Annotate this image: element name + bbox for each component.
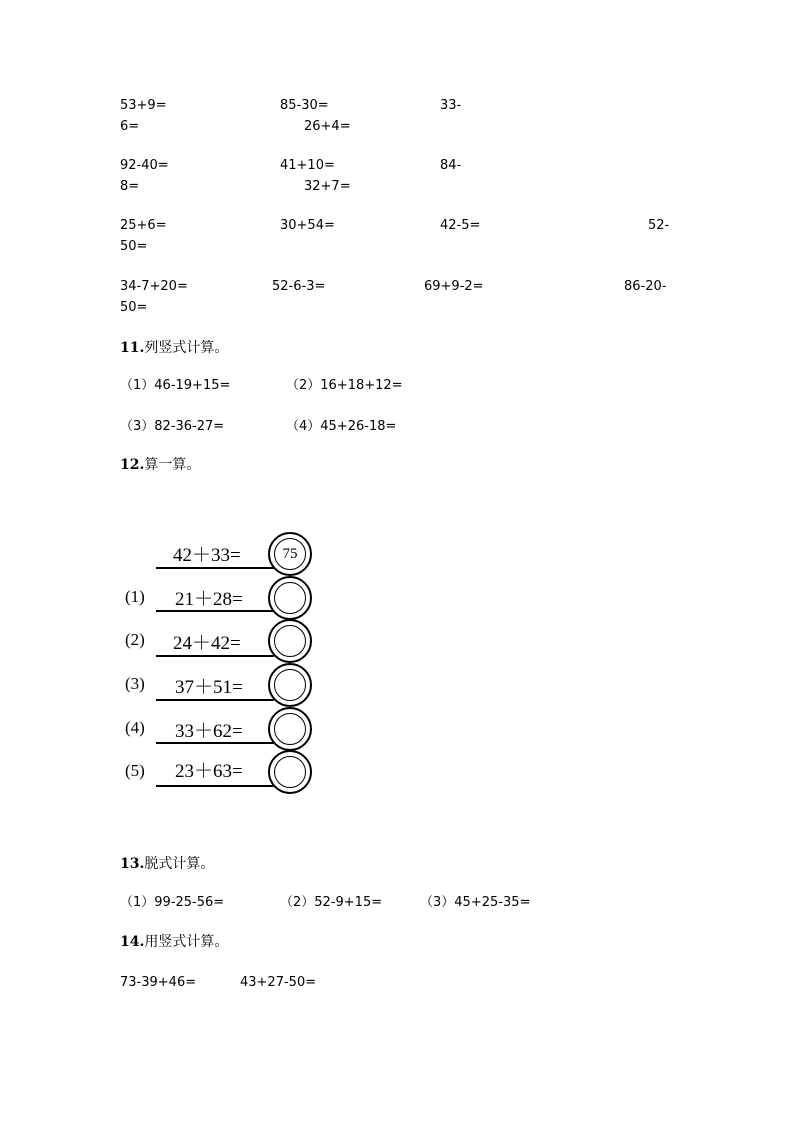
- problem-text: 43+27-50=: [240, 975, 317, 990]
- expression: 33＋62=: [175, 721, 243, 742]
- problem-text: 33-: [440, 98, 462, 113]
- problem-text: （3）82-36-27=: [120, 419, 225, 434]
- problem-text: 32+7=: [304, 179, 351, 194]
- answer-line: [156, 699, 274, 701]
- problem-text: 26+4=: [304, 119, 351, 134]
- problem-text: （1）46-19+15=: [120, 378, 231, 393]
- expression: 42＋33=: [173, 545, 241, 566]
- question-11-heading: 11.列竖式计算。: [120, 340, 229, 356]
- problem-text: 34-7+20=: [120, 279, 188, 294]
- problem-text: 69+9-2=: [424, 279, 484, 294]
- expression: 37＋51=: [175, 677, 243, 698]
- answer-value: 75: [274, 538, 306, 570]
- answer-blank: [274, 582, 306, 614]
- problem-text: 8=: [120, 179, 140, 194]
- problem-text: 50=: [120, 300, 148, 315]
- answer-line: [156, 567, 274, 569]
- item-label: (1): [125, 587, 145, 606]
- question-13-heading: 13.脱式计算。: [120, 856, 215, 872]
- problem-text: 86-20-: [624, 279, 667, 294]
- answer-blank: [274, 669, 306, 701]
- problem-text: （4）45+26-18=: [286, 419, 397, 434]
- problem-text: 52-: [648, 218, 670, 233]
- problem-text: 52-6-3=: [272, 279, 326, 294]
- answer-circle: [268, 619, 312, 663]
- answer-blank: [274, 625, 306, 657]
- problem-text: 50=: [120, 239, 148, 254]
- expression: 24＋42=: [173, 633, 241, 654]
- problem-text: （1）99-25-56=: [120, 895, 225, 910]
- problem-text: 6=: [120, 119, 140, 134]
- problem-text: 73-39+46=: [120, 975, 197, 990]
- problem-text: （2）52-9+15=: [280, 895, 383, 910]
- answer-line: [156, 742, 274, 744]
- item-label: (5): [125, 761, 145, 780]
- problem-text: 92-40=: [120, 158, 169, 173]
- expression: 23＋63=: [175, 761, 243, 782]
- item-label: (2): [125, 630, 145, 649]
- answer-line: [156, 655, 274, 657]
- answer-circle: [268, 576, 312, 620]
- question-14-heading: 14.用竖式计算。: [120, 934, 229, 950]
- item-label: (4): [125, 718, 145, 737]
- problem-text: 30+54=: [280, 218, 335, 233]
- item-label: (3): [125, 674, 145, 693]
- problem-text: （3）45+25-35=: [420, 895, 531, 910]
- answer-circle: [268, 532, 312, 576]
- expression: 21＋28=: [175, 589, 243, 610]
- problem-text: 85-30=: [280, 98, 329, 113]
- answer-line: [156, 610, 274, 612]
- answer-circle: [268, 707, 312, 751]
- problem-text: 42-5=: [440, 218, 481, 233]
- problem-text: 41+10=: [280, 158, 335, 173]
- answer-circle: [268, 663, 312, 707]
- question-12-heading: 12.算一算。: [120, 457, 201, 473]
- problem-text: 25+6=: [120, 218, 167, 233]
- problem-text: （2）16+18+12=: [286, 378, 403, 393]
- answer-blank: [274, 713, 306, 745]
- problem-text: 84-: [440, 158, 462, 173]
- answer-line: [156, 785, 274, 787]
- answer-circle: [268, 750, 312, 794]
- answer-blank: [274, 756, 306, 788]
- problem-text: 53+9=: [120, 98, 167, 113]
